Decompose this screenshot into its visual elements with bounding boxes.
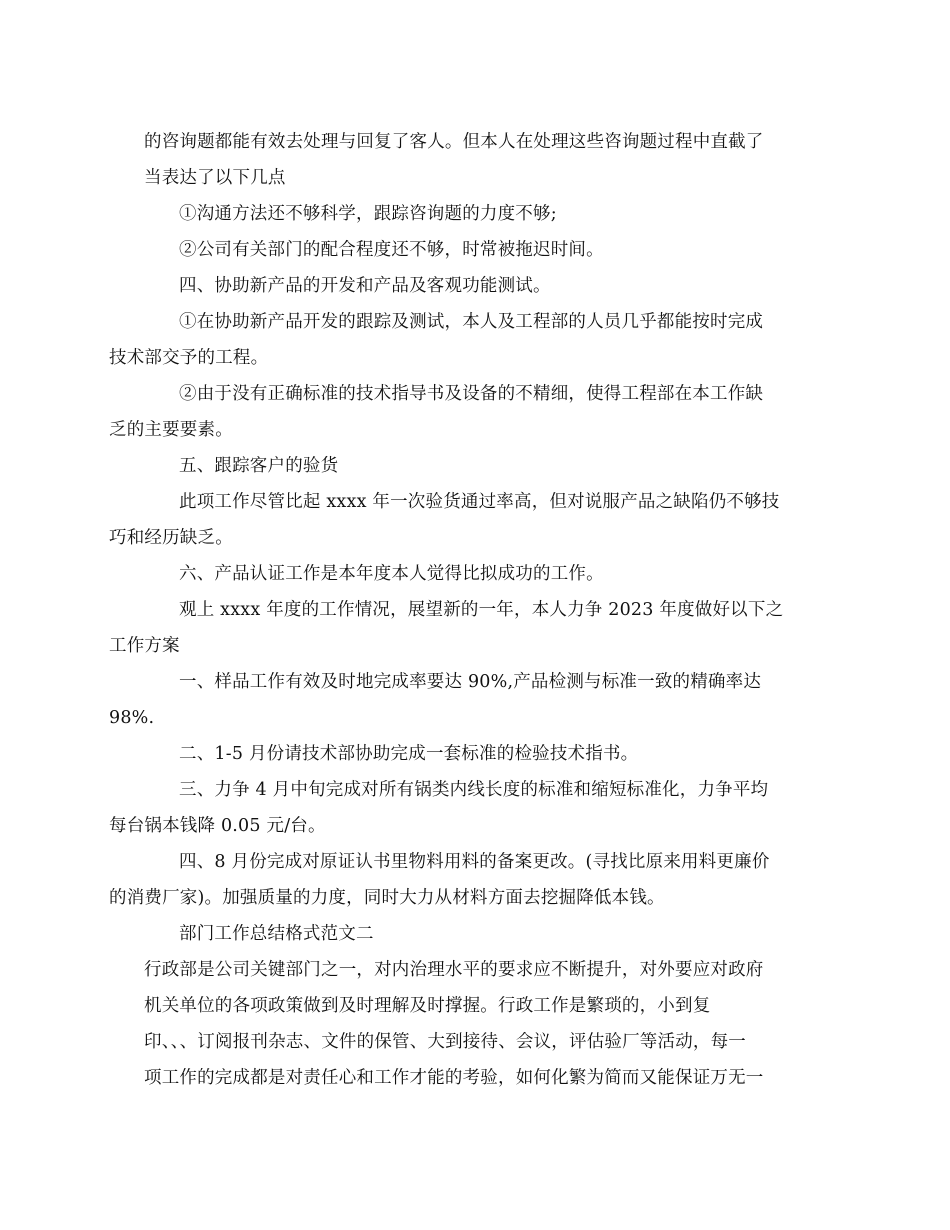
text-line: 项工作的完成都是对责任心和工作才能的考验，如何化繁为简而又能保证万无一 [144,1068,764,1088]
text-line: 乏的主要要素。 [109,420,233,440]
text-line: 行政部是公司关键部门之一，对内治理水平的要求应不断提升，对外要应对政府 [144,960,764,980]
text-line: 当表达了以下几点 [144,168,286,188]
paragraph [144,952,812,1096]
text-line: 四、8 月份完成对原证认书里物料用料的备案更改。(寻找比原来用料更廉价 [179,852,770,872]
text-line: 部门工作总结格式范文二 [179,924,374,944]
paragraph [109,484,812,556]
text-line: 的消费厂家)。加强质量的力度，同时大力从材料方面去挖掘降低本钱。 [109,888,665,908]
paragraph [109,772,812,844]
paragraph [144,232,812,268]
text-line: 五、跟踪客户的验货 [179,456,339,476]
section-heading [144,448,812,484]
paragraph [109,844,812,916]
paragraph [109,376,812,448]
text-line: 观上 xxxx 年度的工作情况，展望新的一年，本人力争 2023 年度做好以下之 [179,600,784,620]
text-line: 六、产品认证工作是本年度本人觉得比拟成功的工作。 [179,564,604,584]
text-line: ②由于没有正确标准的技术指导书及设备的不精细，使得工程部在本工作缺 [179,384,764,404]
text-line: 二、1-5 月份请技术部协助完成一套标准的检验技术指书。 [179,744,639,764]
text-line: ①沟通方法还不够科学，跟踪咨询题的力度不够; [179,204,557,224]
text-line: ①在协助新产品开发的跟踪及测试，本人及工程部的人员几乎都能按时完成 [179,312,764,332]
paragraph [144,124,812,196]
text-line: 巧和经历缺乏。 [109,528,233,548]
text-line: 三、力争 4 月中旬完成对所有锅类内线长度的标准和缩短标准化，力争平均 [179,780,769,800]
text-line: 印、、、订阅报刊杂志、文件的保管、大到接待、会议，评估验厂等活动，每一 [144,1032,746,1052]
section-title [144,916,812,952]
document-page [109,124,812,1096]
text-line: 技术部交予的工程。 [109,348,269,368]
text-line: 机关单位的各项政策做到及时理解及时撑握。行政工作是繁琐的，小到复 [144,996,711,1016]
section-heading [144,268,812,304]
section-heading [144,556,812,592]
paragraph [144,196,812,232]
paragraph [109,664,812,736]
paragraph [109,592,812,664]
text-line: 一、样品工作有效及时地完成率要达 90%,产品检测与标准一致的精确率达 [179,672,762,692]
text-line: 工作方案 [109,636,180,656]
text-line: 此项工作尽管比起 xxxx 年一次验货通过率高，但对说服产品之缺陷仍不够技 [179,492,780,512]
paragraph [144,736,812,772]
text-line: 四、协助新产品的开发和产品及客观功能测试。 [179,276,551,296]
text-line: 每台锅本钱降 0.05 元/台。 [109,816,326,836]
text-line: ②公司有关部门的配合程度还不够，时常被拖迟时间。 [179,240,604,260]
text-line: 的咨询题都能有效去处理与回复了客人。但本人在处理这些咨询题过程中直截了 [144,132,764,152]
text-line: 98%. [109,708,155,728]
paragraph [109,304,812,376]
